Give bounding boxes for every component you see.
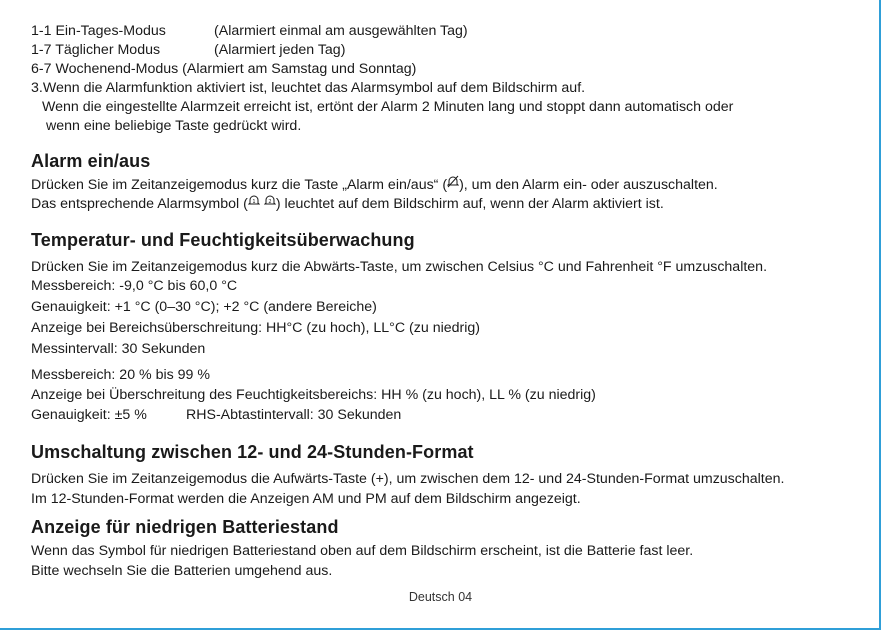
svg-text:2: 2 — [268, 199, 272, 205]
temperature-line-5: Messintervall: 30 Sekunden — [31, 341, 206, 357]
humidity-accuracy: Genauigkeit: ±5 % — [31, 407, 147, 423]
format-heading: Umschaltung zwischen 12- und 24-Stunden-Format — [31, 442, 474, 462]
alarm-line2-text-b: ) leuchtet auf dem Bildschirm auf, wenn der Alarm aktiviert ist. — [275, 196, 664, 212]
alarm-paragraph-line-2 — [31, 195, 664, 213]
alarm-paragraph-line-1 — [31, 175, 718, 194]
temperature-line-4: Anzeige bei Bereichsüberschreitung: HH°C (zu hoch), LL°C (zu niedrig) — [31, 320, 481, 336]
alarm-off-icon — [447, 175, 459, 194]
alarm-function-line-3: wenn eine beliebige Taste gedrückt wird. — [46, 118, 302, 134]
battery-heading: Anzeige für niedrigen Batteriestand — [31, 517, 339, 537]
mode-one-day-label: 1-1 Ein-Tages-Modus — [31, 23, 166, 39]
format-line-2: Im 12-Stunden-Format werden die Anzeigen AM und PM auf dem Bildschirm angezeigt. — [31, 491, 581, 507]
mode-weekend: 6-7 Wochenend-Modus (Alarmiert am Samstag und Sonntag) — [31, 61, 417, 77]
alarm-line1-text-b: ), um den Alarm ein- oder auszuschalten. — [459, 177, 718, 193]
alarm-function-line-1: 3.Wenn die Alarmfunktion aktiviert ist, leuchtet das Alarmsymbol auf dem Bildschirm auf. — [31, 80, 586, 96]
page-footer: Deutsch 04 — [408, 590, 473, 604]
temperature-line-3: Genauigkeit: +1 °C (0–30 °C); +2 °C (andere Bereiche) — [31, 299, 377, 315]
alarm-heading: Alarm ein/aus — [31, 151, 151, 171]
battery-line-2: Bitte wechseln Sie die Batterien umgehend aus. — [31, 563, 333, 579]
humidity-line-1: Messbereich: 20 % bis 99 % — [31, 367, 211, 383]
mode-daily-label: 1-7 Täglicher Modus — [31, 42, 161, 58]
alarm-symbol-2-icon — [264, 195, 276, 213]
alarm-line2-text-a: Das entsprechende Alarmsymbol ( — [31, 196, 248, 212]
format-line-1: Drücken Sie im Zeitanzeigemodus die Aufwärts-Taste (+), um zwischen dem 12- und 24-Stunden-Format umzuschalten. — [31, 471, 785, 487]
battery-line-1: Wenn das Symbol für niedrigen Batteriestand oben auf dem Bildschirm erscheint, ist die Batterie fast leer. — [31, 543, 694, 559]
humidity-interval: RHS-Abtastintervall: 30 Sekunden — [186, 407, 402, 423]
alarm-symbol-1-icon — [248, 195, 260, 213]
temperature-heading: Temperatur- und Feuchtigkeitsüberwachung — [31, 230, 415, 250]
mode-one-day-desc: (Alarmiert einmal am ausgewählten Tag) — [214, 23, 468, 39]
humidity-line-2: Anzeige bei Überschreitung des Feuchtigkeitsbereichs: HH % (zu hoch), LL % (zu niedrig) — [31, 387, 596, 403]
svg-text:1: 1 — [252, 199, 256, 205]
mode-daily-desc: (Alarmiert jeden Tag) — [214, 42, 346, 58]
alarm-line1-text-a: Drücken Sie im Zeitanzeigemodus kurz die Taste „Alarm ein/aus“ ( — [31, 177, 448, 193]
alarm-function-line-2: Wenn die eingestellte Alarmzeit erreicht ist, ertönt der Alarm 2 Minuten lang und stoppt dann automatisch oder — [42, 99, 734, 115]
temperature-line-2: Messbereich: -9,0 °C bis 60,0 °C — [31, 278, 238, 294]
temperature-line-1: Drücken Sie im Zeitanzeigemodus kurz die Abwärts-Taste, um zwischen Celsius °C und Fahrenheit °F umzuschalten. — [31, 259, 768, 275]
